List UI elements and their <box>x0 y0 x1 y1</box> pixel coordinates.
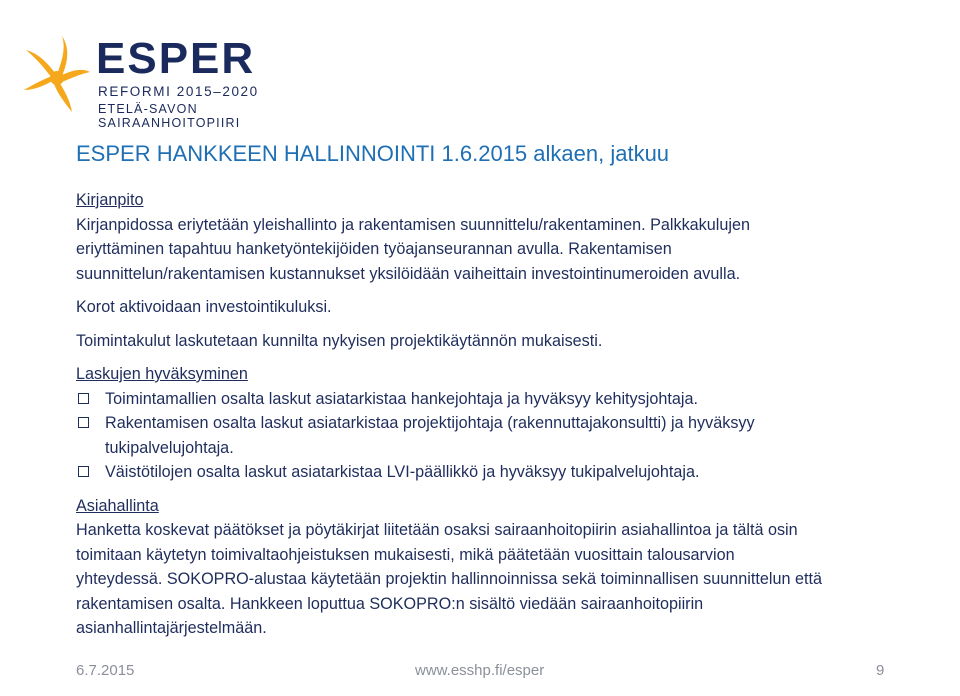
esper-logo <box>22 30 342 130</box>
brand-name: ESPER <box>96 34 256 83</box>
asiahallinta-line: yhteydessä. SOKOPRO-alustaa käytetään projektin hallinnoinnissa sekä toiminnallisen suunnittelun että <box>76 570 822 588</box>
kirjanpito-line: eriyttäminen tapahtuu hanketyöntekijöiden työajanseurannan avulla. Rakentamisen <box>76 240 672 258</box>
list-item <box>76 387 936 412</box>
star-logo-icon <box>22 34 92 114</box>
section-heading-kirjanpito: Kirjanpito <box>76 191 144 209</box>
brand-organization: ETELÄ-SAVON SAIRAANHOITOPIIRI <box>98 102 241 130</box>
brand-tagline: REFORMI 2015–2020 <box>98 84 259 99</box>
list-item-text: tukipalvelujohtaja. <box>105 438 234 457</box>
checkbox-bullet-icon <box>78 417 89 428</box>
page-number: 9 <box>876 662 885 679</box>
slide-content <box>76 188 936 641</box>
list-item <box>76 460 936 485</box>
kirjanpito-line: Kirjanpidossa eriytetään yleishallinto ja rakentamisen suunnittelu/rakentaminen. Palkkakulujen <box>76 215 750 234</box>
footer-url: www.esshp.fi/esper <box>415 662 545 679</box>
korot-paragraph: Korot aktivoidaan investointikuluksi. <box>76 298 332 316</box>
list-item-text: Rakentamisen osalta laskut asiatarkistaa projektijohtaja (rakennuttajakonsultti) ja hyväksyy <box>105 414 755 432</box>
checkbox-bullet-icon <box>78 393 89 404</box>
footer-date: 6.7.2015 <box>76 662 135 679</box>
checkbox-bullet-icon <box>78 466 89 477</box>
list-item <box>76 411 936 460</box>
list-item-text: Väistötilojen osalta laskut asiatarkistaa LVI-päällikkö ja hyväksyy tukipalvelujohtaja. <box>105 463 700 481</box>
asiahallinta-line: toimitaan käytetyn toimivaltaohjeistuksen mukaisesti, mikä päätetään vuosittain talousarvion <box>76 545 735 564</box>
asiahallinta-line: rakentamisen osalta. Hankkeen loputtua SOKOPRO:n sisältö viedään sairaanhoitopiirin <box>76 594 704 613</box>
asiahallinta-line: asianhallintajärjestelmään. <box>76 619 267 637</box>
page-title: ESPER HANKKEEN HALLINNOINTI 1.6.2015 alkaen, jatkuu <box>76 141 670 166</box>
asiahallinta-line: Hanketta koskevat päätökset ja pöytäkirjat liitetään osaksi sairaanhoitopiirin asiahallintoa ja tältä osin <box>76 521 798 539</box>
toimintakulut-paragraph: Toimintakulut laskutetaan kunnilta nykyisen projektikäytännön mukaisesti. <box>76 331 603 350</box>
list-item-text: Toimintamallien osalta laskut asiatarkistaa hankejohtaja ja hyväksyy kehitysjohtaja. <box>105 389 698 408</box>
section-heading-laskut: Laskujen hyväksyminen <box>76 365 248 383</box>
kirjanpito-line: suunnittelun/rakentamisen kustannukset yksilöidään vaiheittain investointinumeroiden avulla. <box>76 264 741 283</box>
section-heading-asiahallinta: Asiahallinta <box>76 496 159 515</box>
